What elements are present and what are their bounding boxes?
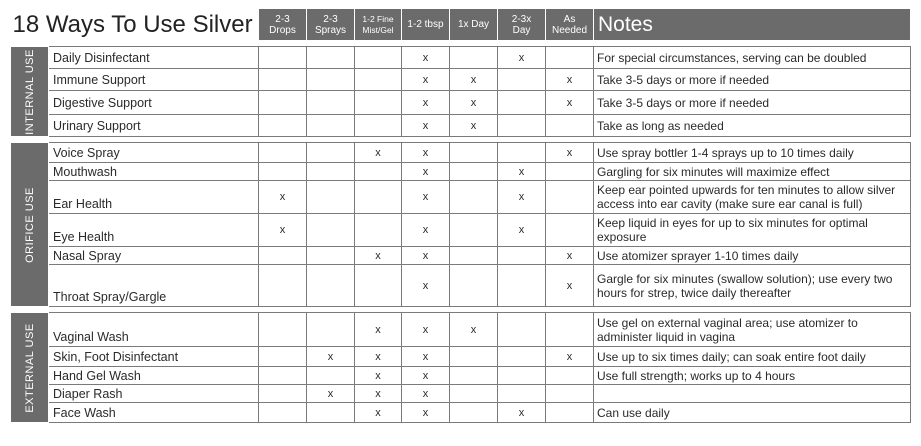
dosage-cell [355,69,402,91]
use-name: Ear Health [49,181,259,214]
dosage-cell [259,91,307,115]
dosage-cell [307,91,355,115]
usage-table [10,8,911,423]
dosage-cell: x [402,403,450,423]
col-two-three-day: 2-3x Day [498,9,546,41]
use-note: Gargling for six minutes will maximize effect [594,163,911,181]
use-note: Keep liquid in eyes for up to six minutes for optimal exposure [594,214,911,247]
use-note [594,385,911,403]
dosage-cell [259,247,307,265]
table-row [11,403,911,423]
dosage-cell: x [498,403,546,423]
dosage-cell [450,367,498,385]
dosage-cell [450,247,498,265]
use-name: Skin, Foot Disinfectant [49,347,259,367]
dosage-cell [307,143,355,163]
dosage-cell: x [402,69,450,91]
dosage-cell: x [498,181,546,214]
dosage-cell [498,91,546,115]
dosage-cell [259,143,307,163]
table-row [11,163,911,181]
dosage-cell [307,115,355,137]
use-name: Urinary Support [49,115,259,137]
dosage-cell: x [402,265,450,307]
dosage-cell [259,313,307,347]
table-body [11,47,911,423]
col-notes: Notes [594,9,911,41]
table-row [11,247,911,265]
group-label: INTERNAL USE [11,47,49,137]
use-note: Keep ear pointed upwards for ten minutes to allow silver access into ear cavity (make sure ear canal is full) [594,181,911,214]
dosage-cell: x [402,163,450,181]
dosage-cell [355,115,402,137]
col-once-day: 1x Day [450,9,498,41]
dosage-cell: x [450,91,498,115]
dosage-cell [307,265,355,307]
use-note: Use atomizer sprayer 1-10 times daily [594,247,911,265]
dosage-cell: x [402,247,450,265]
dosage-cell: x [402,385,450,403]
dosage-cell [450,143,498,163]
dosage-cell [546,367,594,385]
dosage-cell [546,313,594,347]
group-label: EXTERNAL USE [11,313,49,423]
dosage-cell [450,181,498,214]
dosage-cell [498,143,546,163]
dosage-cell [307,69,355,91]
dosage-cell [307,181,355,214]
use-name: Voice Spray [49,143,259,163]
dosage-cell: x [259,181,307,214]
table-row [11,143,911,163]
use-note: Can use daily [594,403,911,423]
dosage-cell [546,385,594,403]
dosage-cell [259,403,307,423]
use-note: Take 3-5 days or more if needed [594,91,911,115]
dosage-cell [355,91,402,115]
dosage-cell: x [402,47,450,69]
dosage-cell [450,347,498,367]
use-note: Use up to six times daily; can soak entire foot daily [594,347,911,367]
dosage-cell: x [355,385,402,403]
dosage-cell: x [402,214,450,247]
dosage-cell [546,403,594,423]
use-name: Daily Disinfectant [49,47,259,69]
dosage-cell [355,163,402,181]
dosage-cell: x [402,91,450,115]
dosage-cell [498,313,546,347]
use-name: Hand Gel Wash [49,367,259,385]
dosage-cell [307,214,355,247]
use-note: Use full strength; works up to 4 hours [594,367,911,385]
dosage-cell: x [546,143,594,163]
dosage-cell: x [355,347,402,367]
dosage-cell [450,403,498,423]
dosage-cell [259,69,307,91]
table-row [11,115,911,137]
table-row [11,91,911,115]
table-row [11,47,911,69]
dosage-cell: x [450,313,498,347]
use-name: Digestive Support [49,91,259,115]
dosage-cell [355,181,402,214]
dosage-cell: x [307,385,355,403]
dosage-cell: x [402,347,450,367]
dosage-cell [355,214,402,247]
dosage-cell [498,347,546,367]
dosage-cell [259,115,307,137]
use-name: Mouthwash [49,163,259,181]
dosage-cell [546,115,594,137]
dosage-cell [259,367,307,385]
dosage-cell [546,47,594,69]
table-row [11,367,911,385]
dosage-cell: x [546,247,594,265]
dosage-cell [450,385,498,403]
dosage-cell [498,367,546,385]
dosage-cell [546,214,594,247]
dosage-cell [450,214,498,247]
table-row [11,385,911,403]
table-row [11,214,911,247]
dosage-cell [307,247,355,265]
dosage-cell: x [355,313,402,347]
dosage-cell: x [355,403,402,423]
dosage-cell [259,347,307,367]
dosage-cell [259,385,307,403]
dosage-cell: x [498,163,546,181]
header-row [11,9,911,41]
table-row [11,181,911,214]
table-row [11,313,911,347]
dosage-cell [355,47,402,69]
use-name: Throat Spray/Gargle [49,265,259,307]
dosage-cell [307,47,355,69]
dosage-cell: x [355,247,402,265]
dosage-cell [450,47,498,69]
col-sprays: 2-3 Sprays [307,9,355,41]
use-name: Nasal Spray [49,247,259,265]
dosage-cell [498,385,546,403]
use-name: Diaper Rash [49,385,259,403]
dosage-cell [307,403,355,423]
use-note: Gargle for six minutes (swallow solution); use every two hours for strep, twice daily thereafter [594,265,911,307]
use-note: For special circumstances, serving can be doubled [594,47,911,69]
dosage-cell: x [546,347,594,367]
dosage-cell [307,163,355,181]
table-row [11,265,911,307]
dosage-cell [498,69,546,91]
dosage-cell [498,115,546,137]
dosage-cell: x [402,143,450,163]
dosage-cell: x [402,181,450,214]
dosage-cell: x [402,313,450,347]
page-title: 18 Ways To Use Silver [11,9,259,41]
dosage-cell: x [546,91,594,115]
col-fine-mist: 1-2 Fine Mist/Gel [355,9,402,41]
dosage-cell [259,265,307,307]
use-note: Take as long as needed [594,115,911,137]
dosage-cell [259,47,307,69]
dosage-cell: x [498,214,546,247]
dosage-cell [546,181,594,214]
use-note: Take 3-5 days or more if needed [594,69,911,91]
table-row [11,69,911,91]
dosage-cell [259,163,307,181]
use-note: Use spray bottler 1-4 sprays up to 10 times daily [594,143,911,163]
dosage-cell: x [402,115,450,137]
col-drops: 2-3 Drops [259,9,307,41]
dosage-cell: x [450,69,498,91]
use-name: Eye Health [49,214,259,247]
dosage-cell: x [546,69,594,91]
dosage-cell [450,265,498,307]
dosage-cell: x [355,367,402,385]
table-row [11,347,911,367]
dosage-cell [546,163,594,181]
use-name: Immune Support [49,69,259,91]
col-as-needed: As Needed [546,9,594,41]
dosage-cell: x [450,115,498,137]
dosage-cell [355,265,402,307]
dosage-cell [307,367,355,385]
dosage-cell [498,247,546,265]
use-note: Use gel on external vaginal area; use atomizer to administer liquid in vagina [594,313,911,347]
use-name: Vaginal Wash [49,313,259,347]
use-name: Face Wash [49,403,259,423]
group-label: ORIFICE USE [11,143,49,307]
dosage-cell: x [259,214,307,247]
dosage-cell: x [355,143,402,163]
dosage-cell: x [546,265,594,307]
dosage-cell [307,313,355,347]
dosage-cell: x [307,347,355,367]
dosage-cell [450,163,498,181]
dosage-cell: x [498,47,546,69]
dosage-cell: x [402,367,450,385]
col-tbsp: 1-2 tbsp [402,9,450,41]
dosage-cell [498,265,546,307]
